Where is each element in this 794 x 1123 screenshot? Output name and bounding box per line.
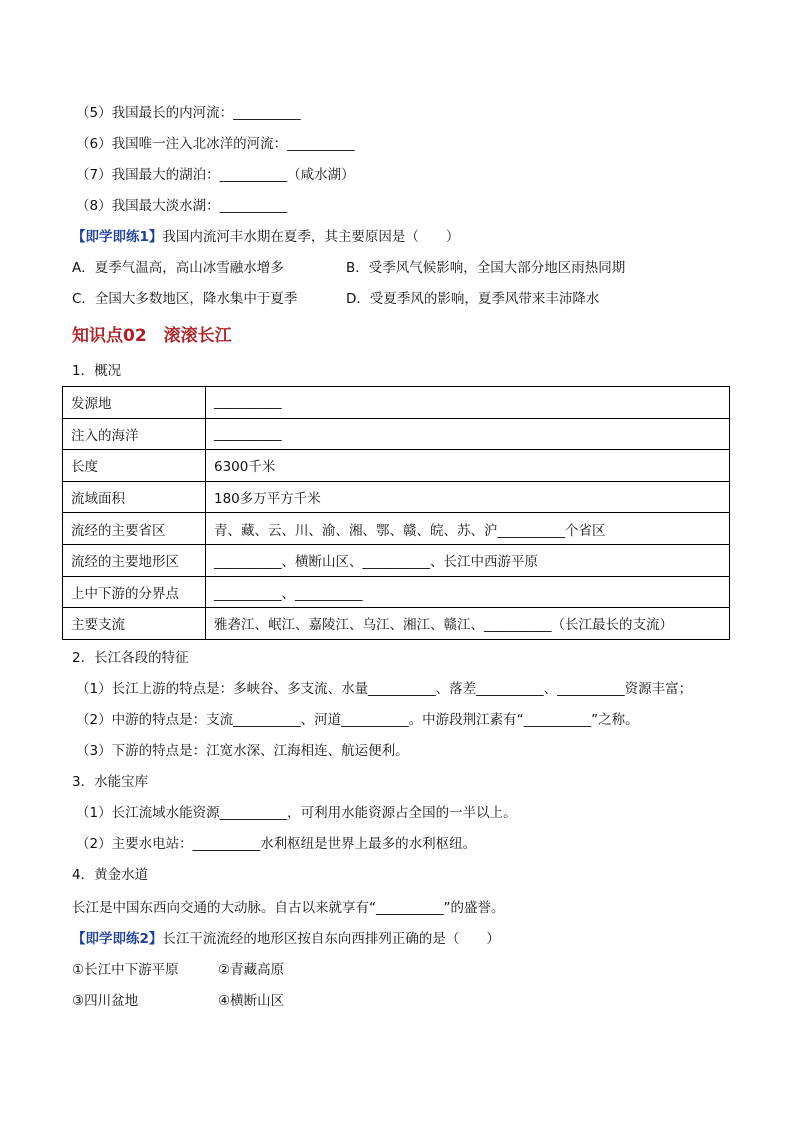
question-6: （6）我国唯一注入北冰洋的河流：__________ bbox=[76, 136, 355, 152]
row-value: 青、藏、云、川、渝、湘、鄂、赣、皖、苏、沪__________个省区 bbox=[206, 513, 730, 545]
row-label: 注入的海洋 bbox=[63, 418, 206, 450]
features-item-2: （2）中游的特点是：支流__________、河道__________。中游段荆江素有“__________”之称。 bbox=[76, 712, 639, 728]
row-label: 上中下游的分界点 bbox=[63, 576, 206, 608]
practice-2-option-2: ②青藏高原 bbox=[218, 962, 285, 978]
row-value: 6300千米 bbox=[206, 450, 730, 482]
hydro-item-1: （1）长江流域水能资源__________，可利用水能资源占全国的一半以上。 bbox=[76, 805, 517, 821]
practice-1-option-d: D．受夏季风的影响，夏季风带来丰沛降水 bbox=[346, 291, 600, 307]
row-value: __________、横断山区、__________、长江中西游平原 bbox=[206, 544, 730, 576]
hydro-item-2: （2）主要水电站：__________水利枢纽是世界上最多的水利枢纽。 bbox=[76, 836, 477, 852]
row-label: 流经的主要省区 bbox=[63, 513, 206, 545]
practice-1-option-b: B．受季风气候影响，全国大部分地区雨热同期 bbox=[346, 260, 626, 276]
row-value: 180多万平方千米 bbox=[206, 481, 730, 513]
question-5: （5）我国最长的内河流：__________ bbox=[76, 105, 301, 121]
table-row bbox=[63, 576, 730, 608]
row-value: __________ bbox=[206, 387, 730, 419]
practice-2-tag: 【即学即练2】 bbox=[72, 931, 163, 947]
row-label: 流经的主要地形区 bbox=[63, 544, 206, 576]
row-label: 长度 bbox=[63, 450, 206, 482]
row-label: 流域面积 bbox=[63, 481, 206, 513]
question-8: （8）我国最大淡水湖：__________ bbox=[76, 198, 288, 214]
row-label: 发源地 bbox=[63, 387, 206, 419]
table-row bbox=[63, 418, 730, 450]
features-item-1: （1）长江上游的特点是：多峡谷、多支流、水量__________、落差__________、__________资源丰富； bbox=[76, 681, 693, 697]
table-row bbox=[63, 513, 730, 545]
question-7: （7）我国最大的湖泊：__________（咸水湖） bbox=[76, 167, 355, 183]
practice-1 bbox=[72, 227, 459, 247]
practice-2-option-3: ③四川盆地 bbox=[72, 993, 139, 1009]
row-value: __________ bbox=[206, 418, 730, 450]
practice-2-question: 长江干流流经的地形区按自东向西排列正确的是（ ） bbox=[162, 931, 500, 947]
overview-heading: 1．概况 bbox=[72, 363, 122, 379]
table-row bbox=[63, 450, 730, 482]
knowledge-point-title: 知识点02 滚滚长江 bbox=[72, 326, 232, 346]
row-value: __________、__________ bbox=[206, 576, 730, 608]
table-row bbox=[63, 387, 730, 419]
table-row bbox=[63, 481, 730, 513]
row-label: 主要支流 bbox=[63, 608, 206, 640]
practice-1-tag: 【即学即练1】 bbox=[72, 229, 163, 245]
waterway-text: 长江是中国东西向交通的大动脉。自古以来就享有“__________”的盛誉。 bbox=[72, 900, 505, 916]
practice-2-option-1: ①长江中下游平原 bbox=[72, 962, 179, 978]
table-row bbox=[63, 544, 730, 576]
practice-1-option-c: C．全国大多数地区，降水集中于夏季 bbox=[72, 291, 298, 307]
features-heading: 2．长江各段的特征 bbox=[72, 650, 189, 666]
hydro-heading: 3．水能宝库 bbox=[72, 774, 149, 790]
practice-1-question: 我国内流河丰水期在夏季，其主要原因是（ ） bbox=[162, 229, 460, 245]
waterway-heading: 4．黄金水道 bbox=[72, 867, 149, 883]
practice-2 bbox=[72, 929, 500, 949]
row-value: 雅砻江、岷江、嘉陵江、乌江、湘江、赣江、__________（长江最长的支流） bbox=[206, 608, 730, 640]
practice-1-option-a: A．夏季气温高，高山冰雪融水增多 bbox=[72, 260, 284, 276]
overview-table bbox=[62, 386, 730, 640]
practice-2-option-4: ④横断山区 bbox=[218, 993, 285, 1009]
table-row bbox=[63, 608, 730, 640]
features-item-3: （3）下游的特点是：江宽水深、江海相连、航运便利。 bbox=[76, 743, 409, 759]
